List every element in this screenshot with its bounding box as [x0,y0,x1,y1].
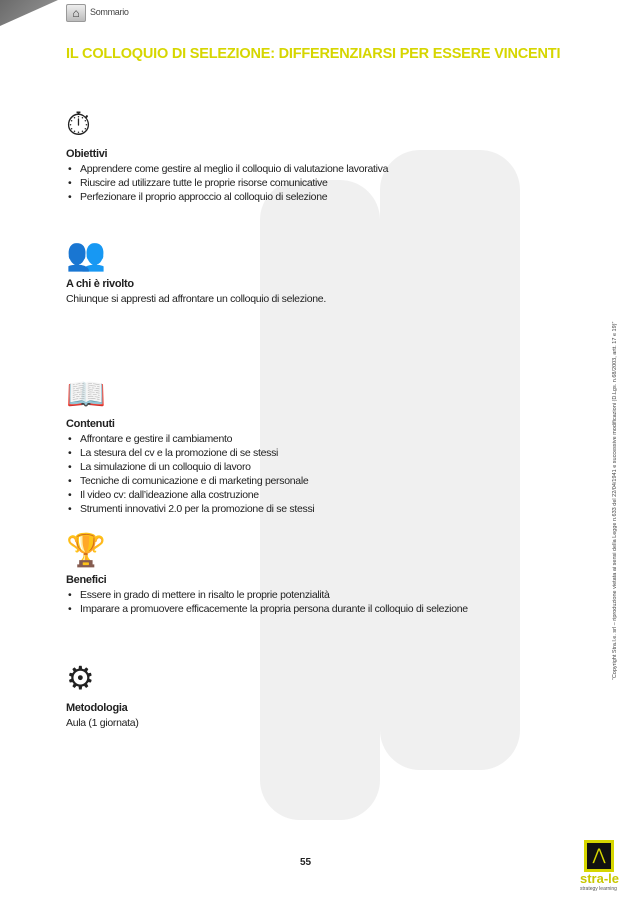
list-item: • Riuscire ad utilizzare tutte le proprie risorse comunicative [66,176,566,190]
home-icon[interactable]: ⌂ [66,4,86,22]
book-icon: 📖 [66,376,106,412]
list-item: • Tecniche di comunicazione e di marketing personale [66,474,566,488]
zipper-decoration [0,0,58,26]
section-a-chi-e-rivolto [66,234,566,306]
gears-icon: ⚙ [66,660,95,696]
section-contenuti [66,374,566,516]
list-item: • Il video cv: dall’ideazione alla costruzione [66,488,566,502]
logo-mark-icon: ⋀ [584,840,614,872]
list-item: • Affrontare e gestire il cambiamento [66,432,566,446]
section-heading: Metodologia [66,702,128,714]
section-benefici [66,530,566,616]
list-item: • Strumenti innovativi 2.0 per la promozione di se stessi [66,502,566,516]
section-heading: Obiettivi [66,148,108,160]
list-item: • La stesura del cv e la promozione di se stessi [66,446,566,460]
section-heading: Contenuti [66,418,115,430]
section-heading: A chi è rivolto [66,278,134,290]
page-title: IL COLLOQUIO DI SELEZIONE: DIFFERENZIARSI PER ESSERE VINCENTI [66,46,561,62]
copyright-notice: “Copyright Stra.l.e. srl – riproduzione vietata ai sensi della Legge n.633 del 22/04/1941 e successive modificazioni (D.Lgs. n.68/2003, artt. 17 e 19)” [612,321,618,680]
page-number: 55 [300,857,312,868]
list-item: • Imparare a promuovere efficacemente la propria persona durante il colloquio di selezione [66,602,566,616]
section-metodologia [66,658,566,730]
section-heading: Benefici [66,574,107,586]
section-obiettivi [66,104,566,204]
list-item: • La simulazione di un colloquio di lavoro [66,460,566,474]
list-item: • Essere in grado di mettere in risalto le proprie potenzialità [66,588,566,602]
people-icon: 👥 [66,236,106,272]
section-text: Chiunque si appresti ad affrontare un colloquio di selezione. [66,293,326,305]
list-item: • Perfezionare il proprio approccio al colloquio di selezione [66,190,566,204]
logo-name: stra-le [580,871,620,886]
list-item: • Apprendere come gestire al meglio il colloquio di valutazione lavorativa [66,162,566,176]
section-text: Aula (1 giornata) [66,717,139,729]
logo-tagline: strategy learning [580,886,617,892]
stopwatch-icon: ⏱ [66,106,91,142]
trophy-icon: 🏆 [66,532,106,568]
strale-logo [580,840,620,892]
breadcrumb-sommario[interactable]: Sommario [90,7,129,17]
